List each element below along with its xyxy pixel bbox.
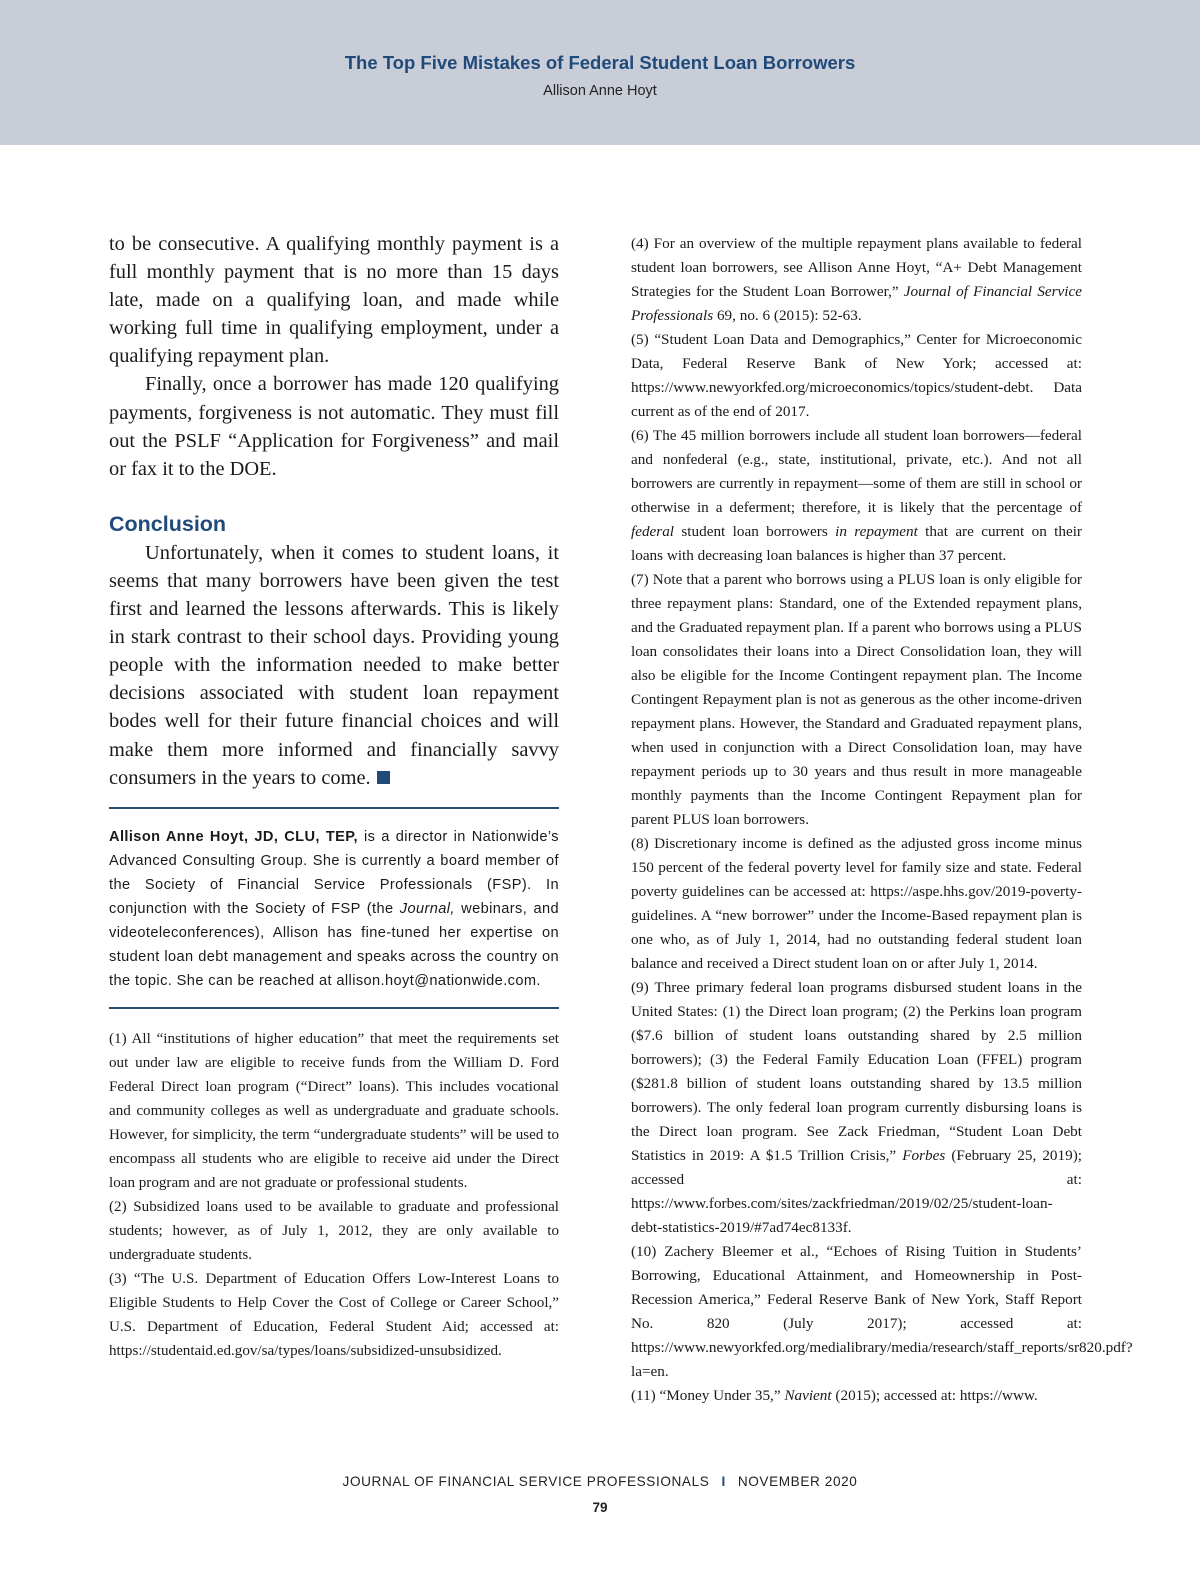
bio-bottom-rule (109, 1007, 559, 1009)
footer-issue-date: NOVEMBER 2020 (737, 1474, 858, 1489)
endnote-9-publication: Forbes (902, 1147, 946, 1164)
endnote-6-italic-2: in repayment (835, 523, 918, 540)
author-bio (109, 825, 559, 993)
endnote-1: (1) All “institutions of higher education” that meet the requirements set out under law are eligible to receive funds from the William D. Ford Federal Direct loan program (“Direct” loans). This includes vocational and community colleges as well as undergraduate and graduate schools. However, for simplicity, the term “undergraduate students” will be used to encompass all students who are eligible to receive aid under the Direct loan program and are not graduate or professional students. (109, 1030, 559, 1191)
bio-journal: Journal, (399, 900, 455, 917)
endnote-4-journal: Journal of Financial Service Professionals (631, 283, 1082, 324)
bio-text-2: webinars, and videoteleconferences), Allison has fine-tuned her expertise on student loan debt management and speaks across the country on the topic. She can be reached at allison.hoyt@nationwide.com. (109, 900, 559, 989)
endnotes-left (109, 1027, 559, 1363)
endnote-4-citation: 69, no. 6 (2015): 52-63. (713, 307, 862, 324)
running-header (0, 0, 1200, 145)
endnote-2: (2) Subsidized loans used to be available to graduate and professional students; however, as of July 1, 2012, they are only available to undergraduate students. (109, 1198, 559, 1263)
endnote-11-text: (11) “Money Under 35,” (631, 1387, 785, 1404)
bio-text-1: is a director in Nationwide’s Advanced Consulting Group. She is currently a board member of the Society of Financial Service Professionals (FSP). In conjunction with the Society of FSP (the (109, 828, 559, 917)
body-paragraph-2: Finally, once a borrower has made 120 qualifying payments, forgiveness is not automatic. They must fill out the PSLF “Application for Forgiveness” and mail or fax it to the DOE. (109, 373, 559, 480)
bio-name: Allison Anne Hoyt, JD, CLU, TEP, (109, 828, 359, 845)
endnote-6-italic-1: federal (631, 523, 675, 540)
bio-top-rule (109, 807, 559, 809)
endnote-7: (7) Note that a parent who borrows using a PLUS loan is only eligible for three repayment plans: Standard, one of the Extended repayment plans, and the Graduated repayment plan. If a parent who borrows using a PLUS loan consolidates their loans into a Direct Consolidation loan, they will also be eligible for the Income Contingent repayment plan. The Income Contingent Repayment plan is not as generous as the other income-driven repayment plans. However, the Standard and Graduated repayment plans, when used in conjunction with a Direct Consolidation loan, may have repayment periods up to 30 years and thus result in more manageable monthly payments than the Income Contingent Repayment plan for parent PLUS loan borrowers. (631, 571, 1082, 828)
body-paragraph-1: to be consecutive. A qualifying monthly payment is a full monthly payment that is no more than 15 days late, made on a qualifying loan, and made while working full time in qualifying employment, under a qualifying repayment plan. (109, 233, 559, 368)
conclusion-heading: Conclusion (109, 511, 227, 536)
endnote-6 (631, 424, 1082, 568)
end-of-article-square-icon (377, 771, 390, 784)
conclusion-paragraph (109, 539, 559, 792)
conclusion-text: Unfortunately, when it comes to student loans, it seems that many borrowers have been given the test first and learned the lessons afterwards. This is likely in stark contrast to their school days. Providing young people with the information needed to make better decisions associated with student loan repayment bodes well for their future financial choices and will make them more informed and financially savvy consumers in the years to come. (109, 541, 559, 789)
endnote-3: (3) “The U.S. Department of Education Offers Low-Interest Loans to Eligible Students to Help Cover the Cost of College or Career School,” U.S. Department of Education, Federal Student Aid; accessed at: https://studentaid.ed.gov/sa/types/loans/subsidized-unsubsidized. (109, 1270, 559, 1359)
endnote-11 (631, 1384, 1082, 1408)
footer-separator: I (721, 1474, 726, 1489)
endnote-6-text-c: that are current on their loans with decreasing loan balances is higher than 37 percent. (631, 523, 1082, 564)
article-title: The Top Five Mistakes of Federal Student Loan Borrowers (344, 52, 856, 73)
left-column (109, 230, 559, 1363)
right-column (631, 232, 1133, 1408)
running-footer (0, 1474, 1200, 1489)
footer-journal-name: JOURNAL OF FINANCIAL SERVICE PROFESSIONALS (342, 1474, 710, 1489)
endnote-10: (10) Zachery Bleemer et al., “Echoes of Rising Tuition in Students’ Borrowing, Educational Attainment, and Homeownership in Post-Recession America,” Federal Reserve Bank of New York, Staff Report No. 820 (July 2017); accessed at: https://www.newyorkfed.org/medialibrary/media/research/staff_reports/sr820.pdf?la=en. (631, 1243, 1133, 1380)
article-author: Allison Anne Hoyt (543, 83, 657, 99)
endnote-4-text: (4) For an overview of the multiple repayment plans available to federal student loan borrowers, see Allison Anne Hoyt, “A+ Debt Management Strategies for the Student Loan Borrower,” (631, 235, 1082, 300)
endnote-5: (5) “Student Loan Data and Demographics,” Center for Microeconomic Data, Federal Reserve Bank of New York; accessed at: https://www.newyorkfed.org/microeconomics/topics/student-debt. Data current as of the end of 2017. (631, 331, 1082, 420)
page-number: 79 (592, 1500, 608, 1515)
endnote-11-publication: Navient (784, 1387, 832, 1404)
endnote-6-text-b: student loan borrowers (674, 523, 836, 540)
endnote-9-text: (9) Three primary federal loan programs disbursed student loans in the United States: (1) the Direct loan program; (2) the Perkins loan program ($7.6 billion of student loans outstanding shared by 2.5 million borrowers); (3) the Federal Family Education Loan (FFEL) program ($281.8 billion of student loans outstanding shared by 13.5 million borrowers). The only federal loan program currently disbursing loans is the Direct loan program. See Zack Friedman, “Student Loan Debt Statistics in 2019: A $1.5 Trillion Crisis,” (631, 979, 1082, 1164)
endnote-8: (8) Discretionary income is defined as the adjusted gross income minus 150 percent of the federal poverty level for family size and state. Federal poverty guidelines can be accessed at: https://aspe.hhs.gov/2019-poverty-guidelines. A “new borrower” under the Income-Based repayment plan is one who, as of July 1, 2014, had no outstanding federal student loan balance and received a Direct student loan on or after July 1, 2014. (631, 835, 1082, 972)
endnote-6-text-a: (6) The 45 million borrowers include all student loan borrowers—federal and nonfederal (e.g., state, institutional, private, etc.). And not all borrowers are currently in repayment—some of them are still in school or otherwise in a deferment; therefore, it is likely that the percentage of (631, 427, 1082, 516)
endnote-4 (631, 232, 1082, 328)
endnote-9 (631, 976, 1082, 1240)
endnote-9-citation: (February 25, 2019); accessed at: https://www.forbes.com/sites/zackfriedman/2019/02/25/student-loan-debt-statistics-2019/#7ad74ec8133f. (631, 1147, 1082, 1236)
endnote-11-citation: (2015); accessed at: https://www. (831, 1387, 1038, 1404)
